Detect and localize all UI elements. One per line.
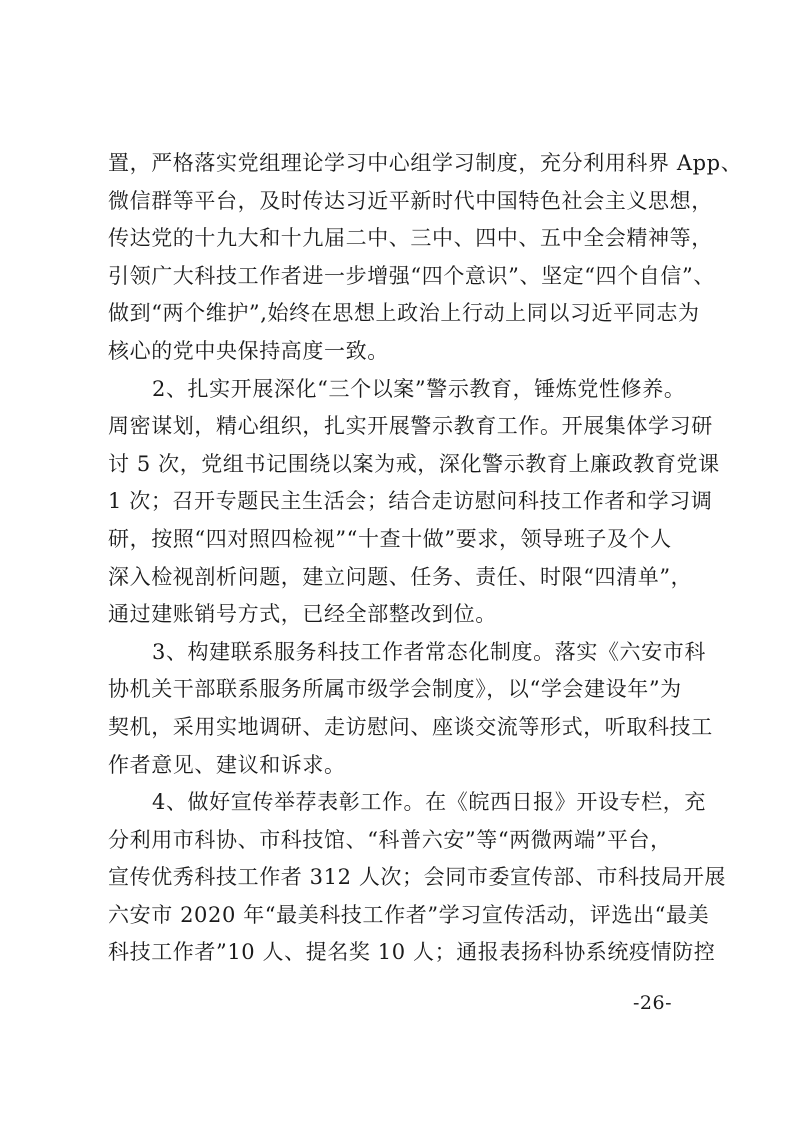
text-line: 周密谋划，精心组织，扎实开展警示教育工作。开展集体学习研 [108,414,713,439]
paragraph-4-heading-line: 4、做好宣传举荐表彰工作。在《皖西日报》开设专栏，充 [152,790,706,815]
text-line: 研，按照“四对照四检视”“十查十做”要求，领导班子及个人 [108,526,672,551]
text-line: 宣传优秀科技工作者 312 人次；会同市委宣传部、市科技局开展 [108,865,727,890]
text-line: 微信群等平台，及时传达习近平新时代中国特色社会主义思想， [108,188,713,213]
text-line: 契机，采用实地调研、走访慰问、座谈交流等形式，听取科技工 [108,714,713,739]
text-line: 作者意见、建议和诉求。 [108,752,346,777]
paragraph-2-heading-line: 2、扎实开展深化“三个以案”警示教育，锤炼党性修养。 [152,376,686,401]
text-line: 六安市 2020 年“最美科技工作者”学习宣传活动，评选出“最美 [108,902,710,927]
text-line: 置，严格落实党组理论学习中心组学习制度，充分利用科界 App、 [108,151,743,175]
text-line: 协机关干部联系服务所属市级学会制度》，以“学会建设年”为 [108,677,682,702]
text-line: 1 次；召开专题民主生活会；结合走访慰问科技工作者和学习调 [108,489,713,514]
text-line: 分利用市科协、市科技馆、“科普六安”等“两微两端”平台， [108,827,672,852]
text-line: 通过建账销号方式，已经全部整改到位。 [108,602,497,627]
text-line: 讨 5 次，党组书记围绕以案为戒，深化警示教育上廉政教育党课 [108,451,720,476]
text-line: 核心的党中央保持高度一致。 [108,338,389,363]
body-text [108,145,743,972]
text-line: 深入检视剖析问题，建立问题、任务、责任、时限“四清单”， [108,564,693,589]
text-line: 引领广大科技工作者进一步增强“四个意识”、坚定“四个自信”、 [108,263,715,288]
text-line: 科技工作者”10 人、提名奖 10 人；通报表扬科协系统疫情防控 [108,940,716,965]
text-line: 做到“两个维护”,始终在思想上政治上行动上同以习近平同志为 [108,301,700,326]
text-line: 传达党的十九大和十九届二中、三中、四中、五中全会精神等， [108,226,713,251]
paragraph-3-heading-line: 3、构建联系服务科技工作者常态化制度。落实《六安市科 [152,639,706,664]
page-number: -26- [633,992,673,1014]
